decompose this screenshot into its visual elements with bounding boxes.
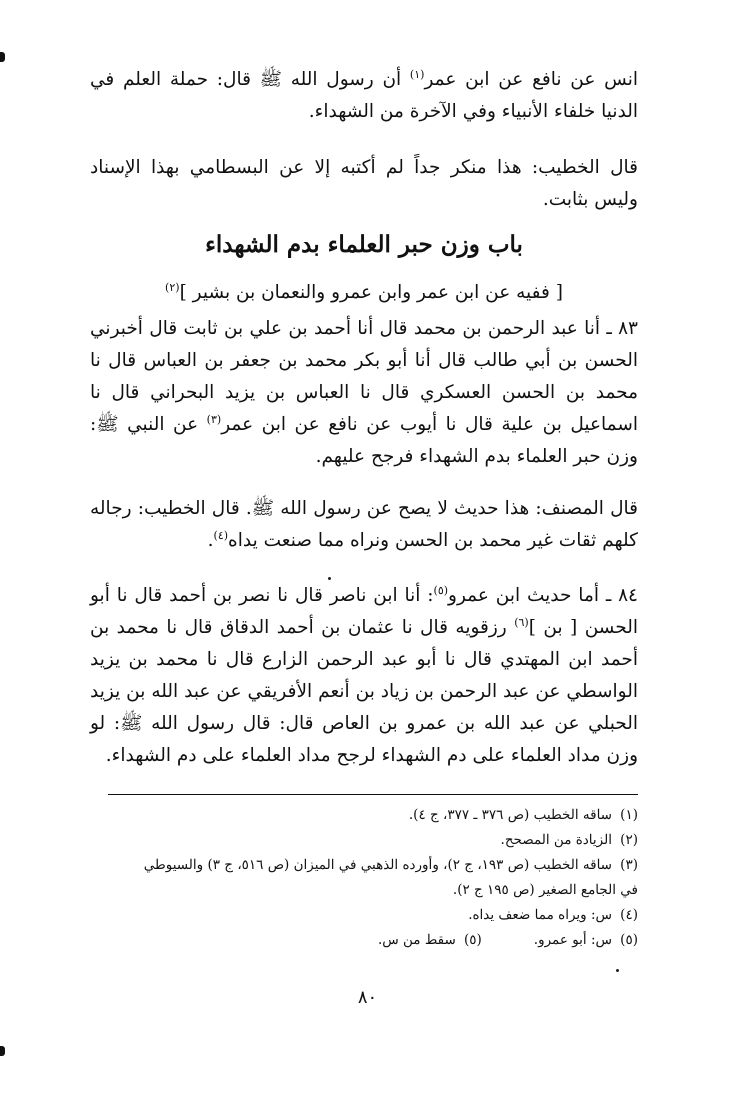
chapter-heading: باب وزن حبر العلماء بدم الشهداء xyxy=(205,231,523,258)
footnote-text: ساقه الخطيب (ص ٣٧٦ ـ ٣٧٧، ج ٤). xyxy=(408,807,612,823)
footnote-ref-1: (١) xyxy=(409,67,425,81)
footnote-item xyxy=(73,828,638,853)
scan-speck xyxy=(328,577,331,580)
hadith-83-text-b: عن النبي ﷺ: وزن حبر العلماء بدم الشهداء فرجح عليهم. xyxy=(90,414,638,467)
footnote-number: (٥) xyxy=(463,932,482,948)
footnote-ref-4: (٤) xyxy=(213,528,229,542)
hadith-84-paragraph xyxy=(90,580,638,772)
paragraph-1-text-a: انس عن نافع عن ابن عمر xyxy=(424,69,639,90)
footnote-ref-2: (٢) xyxy=(165,280,180,294)
footnote-item xyxy=(73,928,638,953)
khatib-comment-paragraph: قال الخطيب: هذا منكر جداً لم أكتبه إلا عن البسطامي بهذا الإسناد وليس بثابت. xyxy=(90,157,638,210)
footnote-text: س: ويراه مما ضعف يداه. xyxy=(468,907,612,923)
footnote-text: الزيادة من المصحح. xyxy=(500,832,612,848)
footnote-number: (٥) xyxy=(620,932,638,948)
footnote-number: (١) xyxy=(620,807,638,823)
footnote-number: (٤) xyxy=(620,907,638,923)
subheading-text: [ ففيه عن ابن عمر وابن عمرو والنعمان بن بشير ] xyxy=(179,282,563,303)
scan-speck xyxy=(616,969,619,972)
musannif-text: قال المصنف: هذا حديث لا يصح عن رسول الله ﷺ. قال الخطيب: رجاله كلهم ثقات غير محمد بن الحسن ونراه مما صنعت يداه xyxy=(90,498,638,551)
footnotes-list xyxy=(73,803,638,953)
footnote-ref-3: (٣) xyxy=(206,412,222,426)
scan-edge-mark xyxy=(0,52,5,62)
footnote-divider xyxy=(108,794,638,795)
footnote-text: سقط من س. xyxy=(377,932,456,948)
hadith-84-text-a: ٨٤ ـ أما حديث ابن عمرو xyxy=(448,585,638,606)
hadith-83-text-a: ٨٣ ـ أنا عبد الرحمن بن محمد قال أنا أحمد بن علي بن ثابت قال أخبرني الحسن بن أبي طالب قال أنا أبو بكر محمد بن جعفر بن العباس قال نا محمد بن الحسن العسكري قال نا العباس بن يزيد البحراني قال نا اسماعيل بن علية قال نا أيوب عن نافع عن ابن عمر xyxy=(90,318,638,435)
footnote-text: س: أبو عمرو. xyxy=(533,932,612,948)
footnote-continuation: في الجامع الصغير (ص ١٩٥ ج ٢). xyxy=(452,882,638,898)
footnote-number: (٣) xyxy=(620,857,638,873)
musannif-end: . xyxy=(207,530,214,551)
hadith-83-paragraph xyxy=(90,313,638,473)
page-number: ٨٠ xyxy=(357,987,378,1008)
hadith-84-text-c: رزقويه قال نا عثمان بن أحمد الدقاق قال نا محمد بن أحمد ابن المهتدي قال نا أبو عبد الرحمن الزارع قال نا محمد بن يزيد الواسطي عن عبد الرحمن بن زياد بن أنعم الأفريقي عن عبد الله بن يزيد الحبلي عن عبد الله بن عمرو بن العاص قال: قال رسول الله ﷺ: لو وزن مداد العلماء على دم الشهداء لرجح مداد العلماء على دم الشهداء. xyxy=(90,617,638,766)
footnote-number: (٢) xyxy=(620,832,638,848)
musannif-comment-paragraph xyxy=(90,493,638,557)
footnote-item xyxy=(73,853,638,878)
footnote-item xyxy=(73,903,638,928)
paragraph-1-text-b: أن رسول الله ﷺ قال: حملة العلم في الدنيا خلفاء الأنبياء وفي الآخرة من الشهداء. xyxy=(90,69,638,122)
footnote-text: ساقه الخطيب (ص ١٩٣، ج ٢)، وأورده الذهبي في الميزان (ص ٥١٦، ج ٣) والسيوطي xyxy=(143,857,612,873)
footnote-ref-5: (٥) xyxy=(433,583,449,597)
chapter-subheading xyxy=(90,277,638,309)
scan-edge-mark xyxy=(0,1046,5,1056)
paragraph-hadith-end xyxy=(90,64,638,128)
footnote-ref-6: (٦) xyxy=(514,615,529,629)
footnote-item xyxy=(73,803,638,828)
hadith-84-text-b: : أنا ابن ناصر قال نا نصر بن أحمد قال نا أبو الحسن [ بن ] xyxy=(90,585,639,638)
